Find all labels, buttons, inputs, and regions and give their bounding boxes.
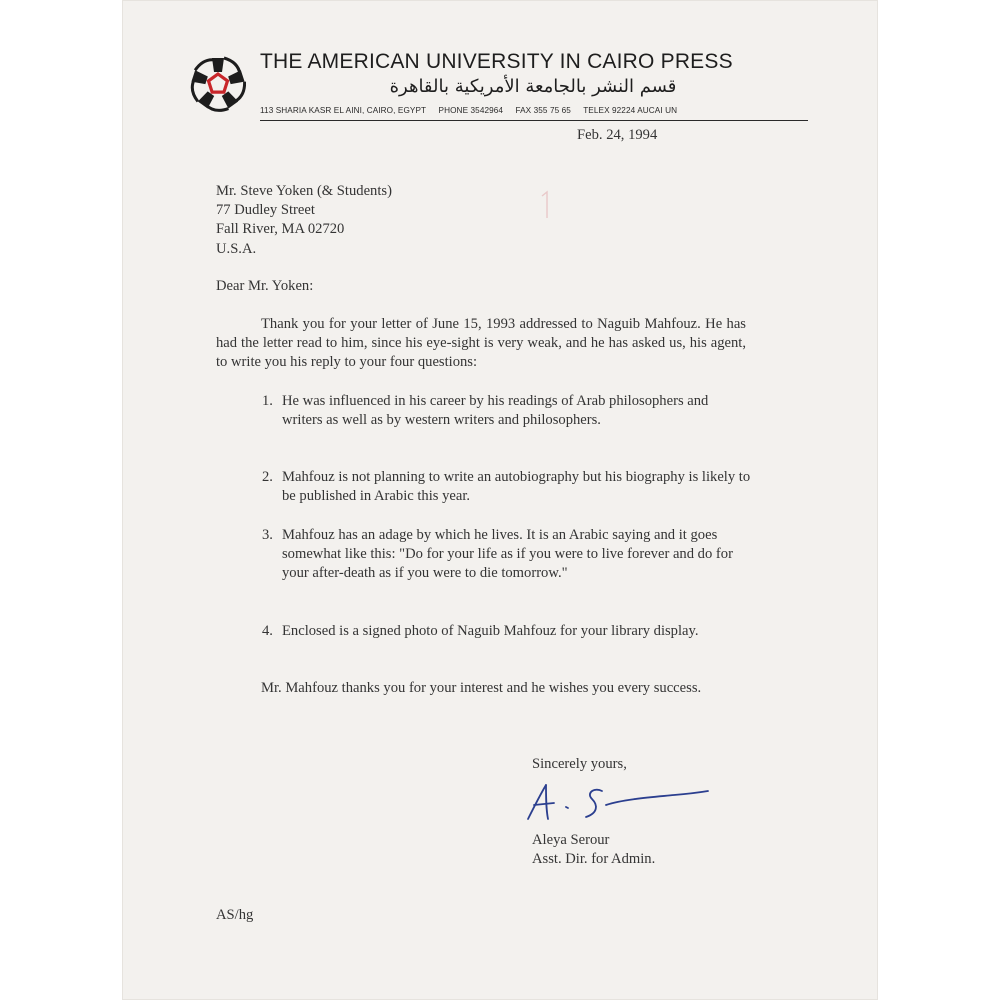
signer-title: Asst. Dir. for Admin. — [532, 851, 656, 868]
intro-paragraph: Thank you for your letter of June 15, 1993 addressed to Naguib Mahfouz. He has had the letter read to him, since his eye-sight is very weak, and he has asked us, his agent, to write you his reply to your four questions: — [216, 316, 746, 371]
list-item-text: He was influenced in his career by his readings of Arab philosophers and writers as well as by western writers and philosophers. — [282, 393, 709, 429]
reference-initials: AS/hg — [216, 907, 254, 923]
list-item-text: Enclosed is a signed photo of Naguib Mahfouz for your library display. — [282, 623, 699, 639]
recipient-street: 77 Dudley Street — [216, 202, 315, 219]
signer-name: Aleya Serour — [532, 832, 610, 848]
publisher-fax: FAX 355 75 65 — [515, 106, 571, 115]
signature-block — [532, 755, 732, 868]
publisher-name-arabic: قسم النشر بالجامعة الأمريكية بالقاهرة — [389, 76, 677, 97]
list-item-number: 1. — [262, 393, 273, 409]
handwritten-signature — [524, 777, 714, 827]
letter-date: Feb. 24, 1994 — [577, 127, 658, 143]
list-item-number: 2. — [262, 469, 273, 485]
letterhead-divider — [260, 120, 808, 121]
letterhead — [190, 46, 830, 126]
recipient-city: Fall River, MA 02720 — [216, 221, 345, 238]
recipient-address-block — [216, 182, 392, 259]
publisher-name: THE AMERICAN UNIVERSITY IN CAIRO PRESS — [260, 50, 733, 73]
publisher-contact-line — [260, 106, 687, 115]
list-item — [262, 526, 752, 584]
list-item-text: Mahfouz is not planning to write an autobiography but his biography is likely to be published in Arabic this year. — [282, 469, 751, 505]
signoff: Sincerely yours, — [532, 756, 627, 772]
publisher-telex: TELEX 92224 AUCAI UN — [583, 106, 678, 115]
star-knot-logo-icon — [190, 56, 246, 112]
publisher-address: 113 SHARIA KASR EL AINI, CAIRO, EGYPT — [260, 106, 427, 115]
faint-pencil-mark — [538, 190, 552, 220]
recipient-name: Mr. Steve Yoken (& Students) — [216, 183, 392, 199]
list-item — [262, 392, 752, 430]
closing-paragraph: Mr. Mahfouz thanks you for your interest and he wishes you every success. — [261, 680, 702, 696]
recipient-country: U.S.A. — [216, 240, 257, 257]
list-item-number: 3. — [262, 527, 273, 543]
list-item — [262, 468, 752, 506]
publisher-phone: PHONE 3542964 — [438, 106, 504, 115]
list-item — [262, 622, 752, 641]
salutation: Dear Mr. Yoken: — [216, 278, 314, 294]
signer-info — [532, 831, 655, 869]
list-item-text: Mahfouz has an adage by which he lives. It is an Arabic saying and it goes somewhat like this: "Do for your life as if you were to live forever and do for your after-death as if you were to die tomorrow." — [282, 527, 733, 582]
list-item-number: 4. — [262, 623, 273, 639]
